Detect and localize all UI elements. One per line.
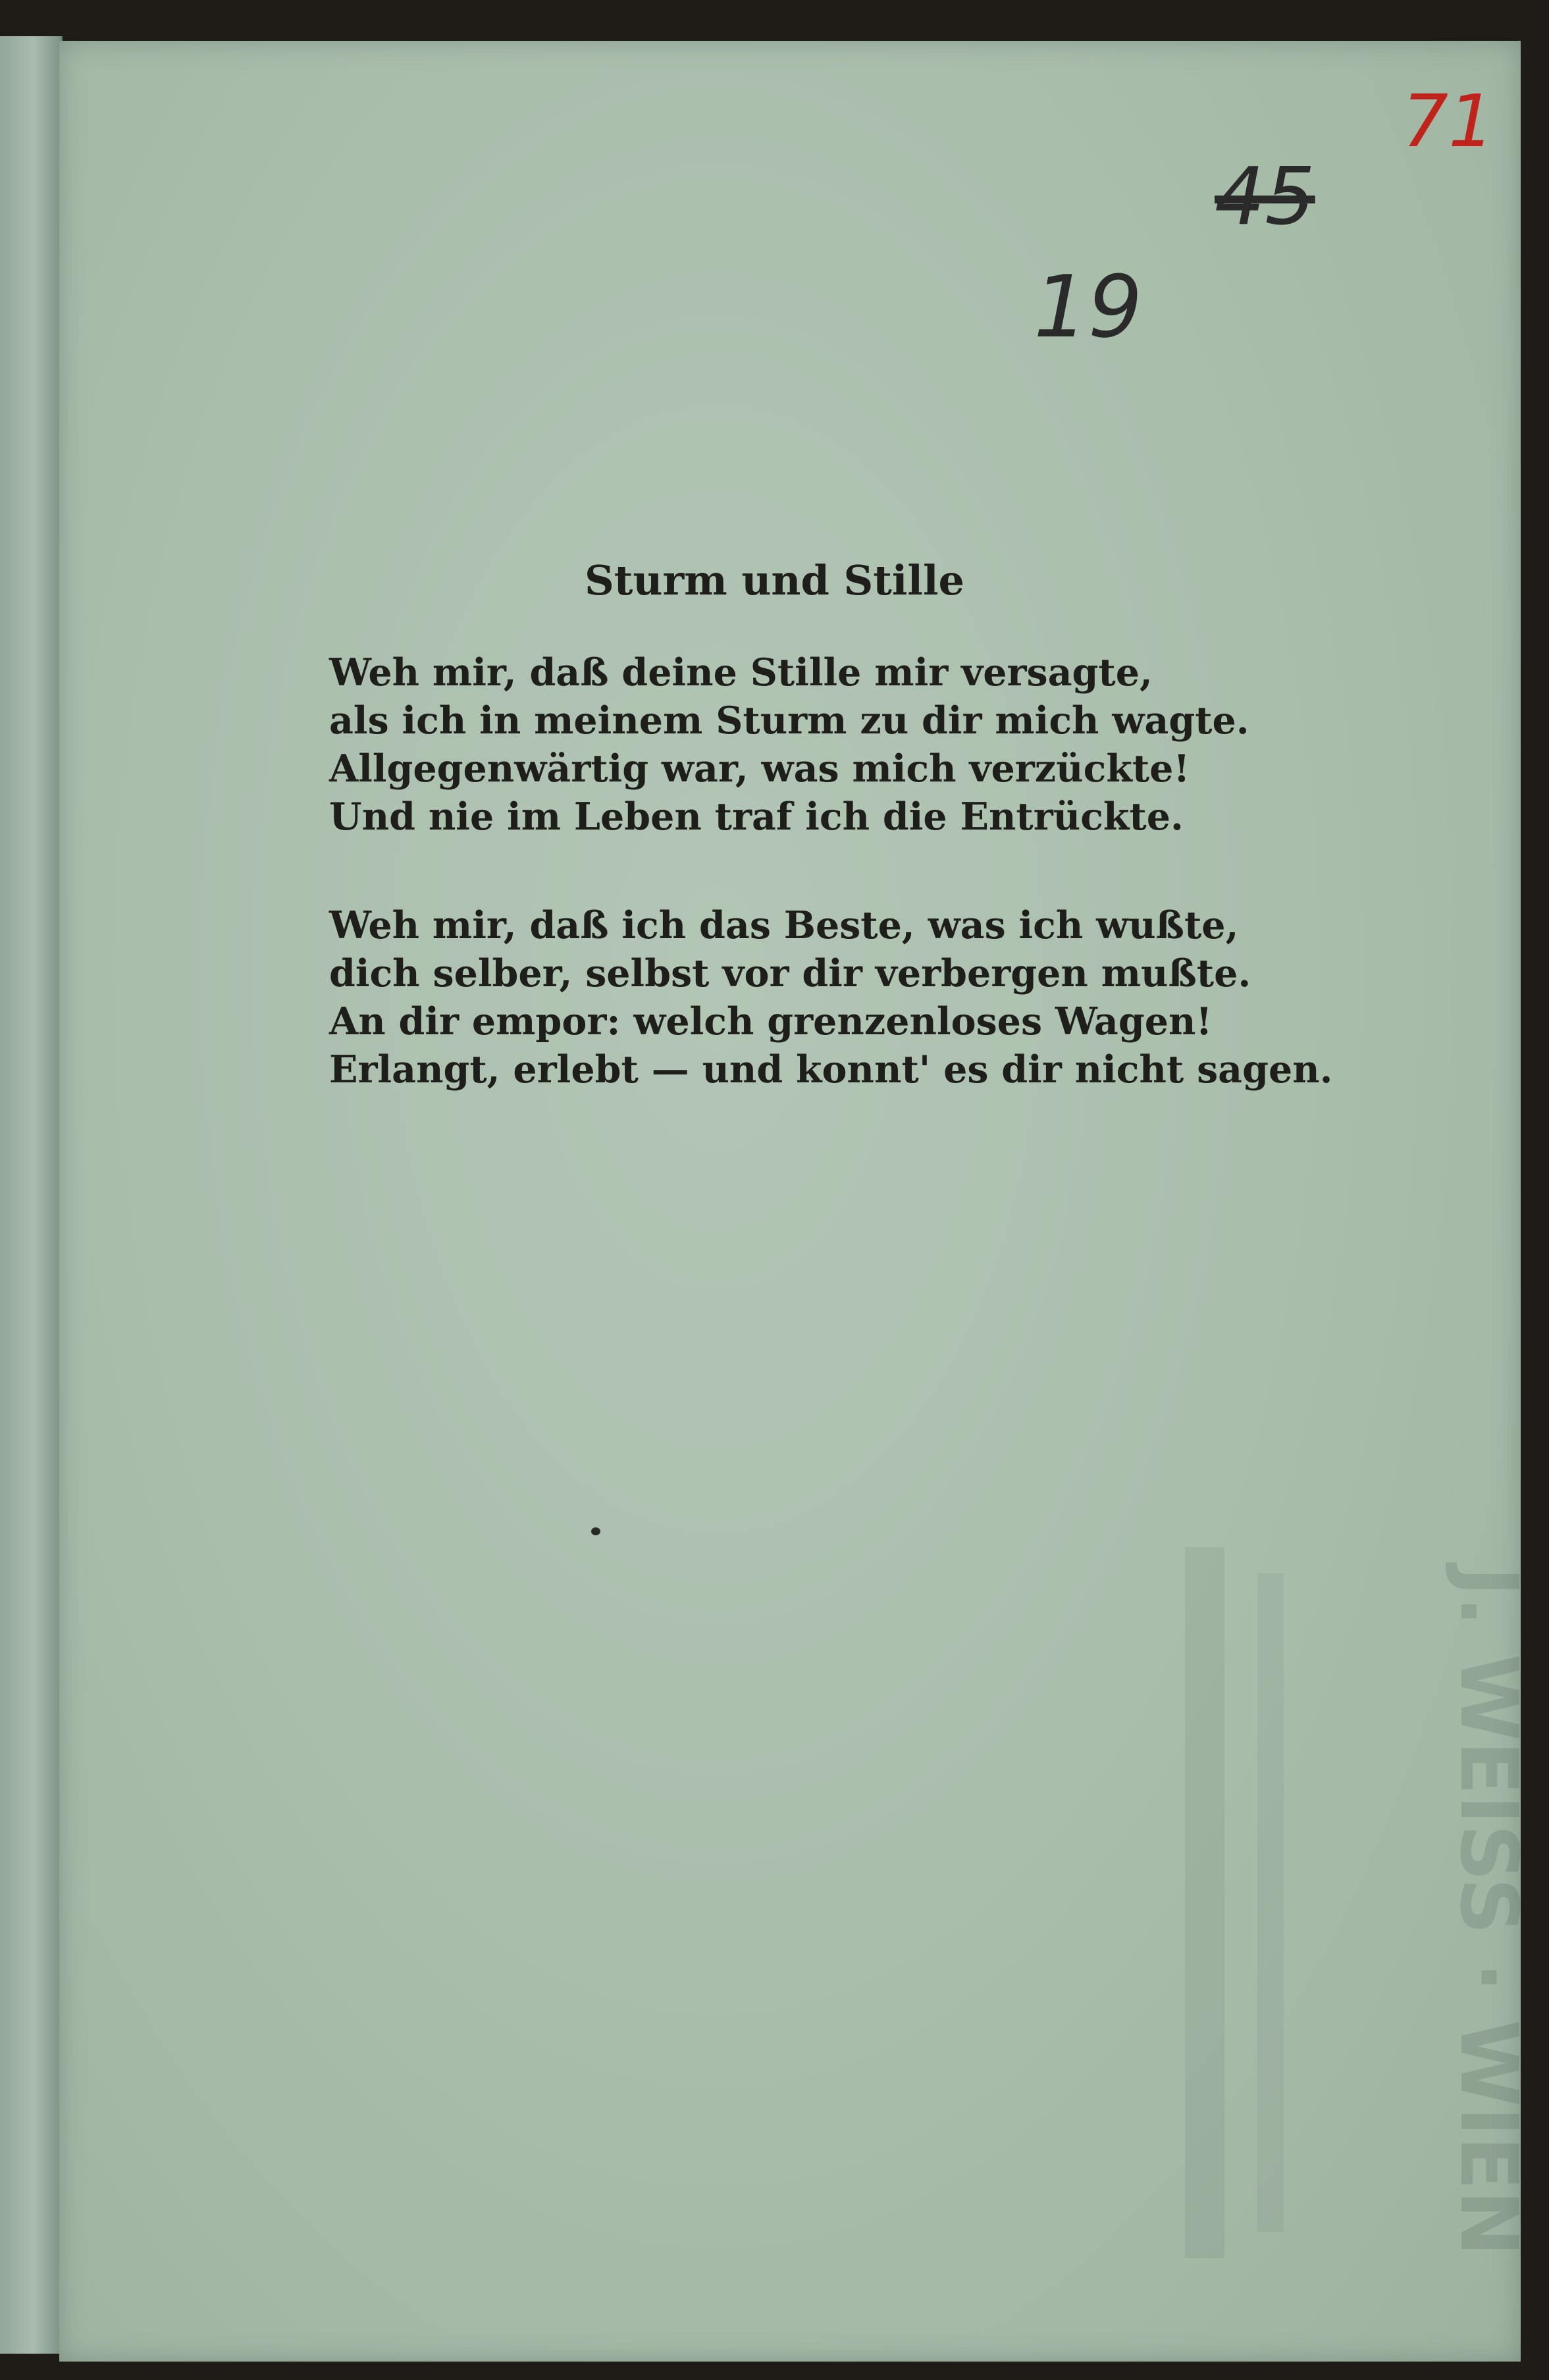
pencil-page-number: 19 — [1034, 257, 1143, 357]
poem-line: Erlangt, erlebt — und konnt' es dir nicht sagen. — [329, 1047, 1333, 1092]
poem-title: Sturm und Stille — [585, 556, 964, 604]
stamp-graphic — [1159, 1534, 1527, 2291]
ink-speck — [591, 1527, 600, 1535]
struck-page-number: 45 — [1215, 151, 1315, 243]
stanza-1 — [329, 648, 1317, 841]
stamp-text: J. WEISS · WIEN — [1442, 1567, 1527, 2257]
poem-line: als ich in meinem Sturm zu dir mich wagte. — [329, 699, 1249, 743]
poem-line: An dir empor: welch grenzenloses Wagen! — [329, 999, 1213, 1044]
poem-line: Allgegenwärtig war, was mich verzückte! — [329, 747, 1190, 791]
poem-line: Weh mir, daß deine Stille mir versagte, — [329, 650, 1153, 695]
poem-line: Weh mir, daß ich das Beste, was ich wußte, — [329, 903, 1239, 947]
folio-number: 71 — [1402, 79, 1494, 163]
faded-stamp — [1159, 1534, 1527, 2291]
poem-line: dich selber, selbst vor dir verbergen mußte. — [329, 951, 1251, 995]
poem-line: Und nie im Leben traf ich die Entrückte. — [329, 795, 1184, 839]
stanza-2 — [329, 901, 1333, 1094]
book-spine-edge — [0, 36, 63, 2354]
poem-body — [329, 648, 1333, 1154]
